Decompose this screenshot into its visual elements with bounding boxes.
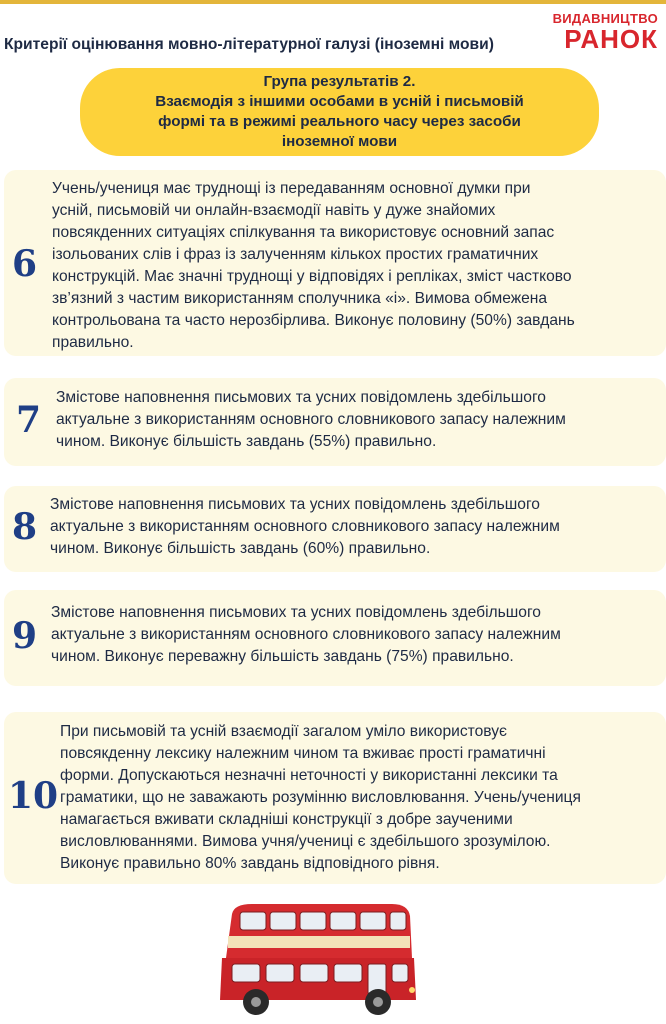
level-card-6 [4,170,666,356]
level-card-10 [4,712,666,884]
description-line: чином. Виконує переважну більшість завдань (75%) правильно. [51,648,514,665]
double-decker-bus-illustration [212,900,418,1018]
description-line: Змістове наповнення письмових та усних повідомлень здебільшого [50,496,540,513]
bus-sign-stripe [228,936,410,948]
bus-headlight [409,987,415,993]
bus-upper-windows [240,912,406,930]
description-line: чином. Виконує більшість завдань (60%) правильно. [50,540,431,557]
level-card-9 [4,590,666,686]
level-card-7 [4,378,666,466]
grade-number: 8 [12,506,38,548]
description-line: повсякденну лексику належним чином та вживає прості граматичні [60,745,546,762]
description-line: зв’язний з частим використанням сполучника «і». Вимова обмежена [52,290,548,307]
group-line-4: іноземної мови [281,133,398,150]
level-description [60,721,581,875]
level-description [52,178,575,354]
description-line: конструкцій. Має значні труднощі у відповідях і репліках, зміст частково [52,268,572,285]
level-card-8 [4,486,666,572]
description-line: Виконує правильно 80% завдань відповідного рівня. [60,855,440,872]
publisher-logo-small: ВИДАВНИЦТВО [552,11,658,26]
description-line: При письмовій та усній взаємодії загалом уміло використовує [60,723,507,740]
page-title: Критерії оцінювання мовно-літературної галузі (іноземні мови) [4,36,494,53]
description-line: контрольована та часто нерозбірлива. Виконує половину (50%) завдань [52,312,575,329]
top-accent-line [0,0,666,4]
description-line: намагається вживати складніші конструкції з добре заученими [60,811,513,828]
description-line: граматики, що не заважають розумінню висловлювання. Учень/учениця [60,789,581,806]
publisher-logo-big: РАНОК [564,24,658,54]
level-description [51,602,561,668]
grade-number: 10 [8,775,59,817]
description-line: Змістове наповнення письмових та усних повідомлень здебільшого [56,389,546,406]
description-line: чином. Виконує більшість завдань (55%) правильно. [56,433,437,450]
grade-number: 9 [12,615,38,657]
level-description [50,494,560,560]
level-description [56,387,566,453]
description-line: актуальне з використанням основного словникового запасу належним [50,518,560,535]
description-line: висловлюваннями. Вимова учня/учениці є здебільшого зрозумілою. [60,833,551,850]
group-line-2: Взаємодія з іншими особами в усній і письмовій [155,93,524,110]
description-line: форми. Допускаються незначні неточності у використанні лексики та [60,767,558,784]
description-line: усній, письмовій чи онлайн-взаємодії навіть у дуже знайомих [52,202,496,219]
grade-number: 6 [12,243,38,285]
description-line: правильно. [52,334,134,351]
publisher-logo [553,12,658,52]
group-line-3: формі та в режимі реального часу через засоби [158,113,521,130]
description-line: Змістове наповнення письмових та усних повідомлень здебільшого [51,604,541,621]
description-line: ізольованих слів і фраз із залученням кількох простих граматичних [52,246,539,263]
group-line-1: Група результатів 2. [263,73,416,90]
description-line: Учень/учениця має труднощі із передаванням основної думки при [52,180,531,197]
description-line: актуальне з використанням основного словникового запасу належним [56,411,566,428]
grade-number: 7 [16,399,42,441]
description-line: повсякденних ситуаціях спілкування та використовує основний запас [52,224,555,241]
description-line: актуальне з використанням основного словникового запасу належним [51,626,561,643]
result-group-banner [80,68,599,156]
